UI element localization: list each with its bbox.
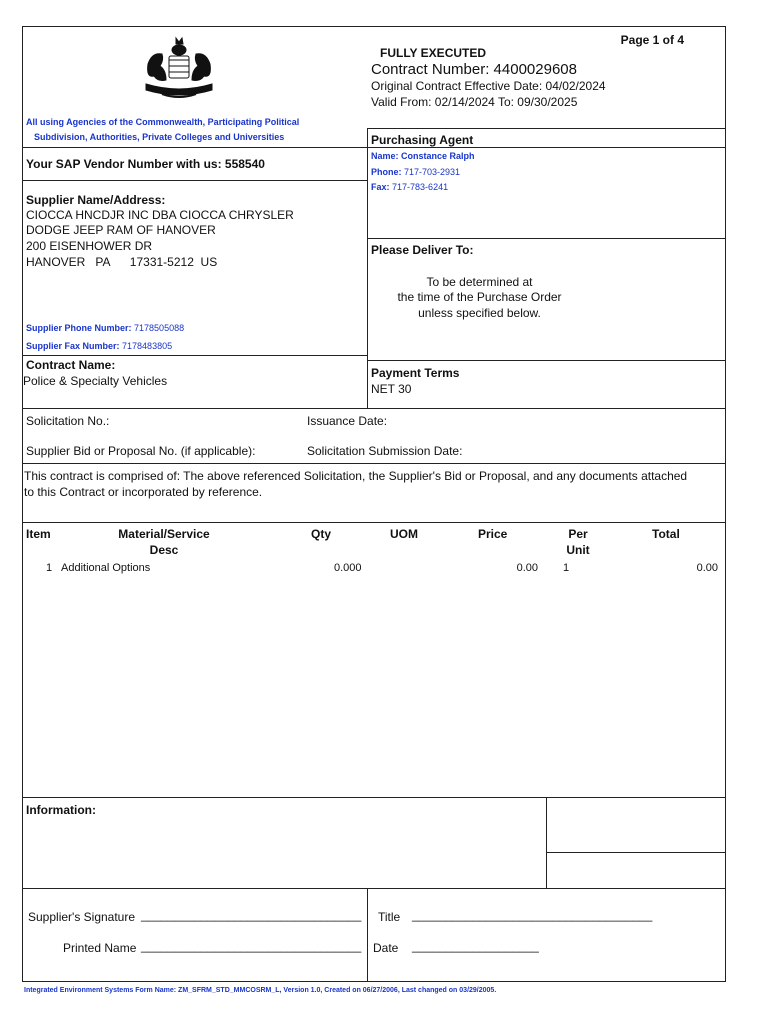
page-indicator: Page 1 of 4 (620, 33, 684, 47)
sap-vendor-number: Your SAP Vendor Number with us: 558540 (26, 157, 265, 171)
divider (367, 128, 726, 129)
commonwealth-seal-icon (140, 36, 218, 102)
supplier-heading: Supplier Name/Address: (26, 193, 166, 207)
divider (546, 852, 726, 853)
deliver-heading: Please Deliver To: (371, 243, 474, 257)
supplier-phone-label: Supplier Phone Number: (26, 323, 132, 333)
agent-phone-label: Phone: (371, 167, 402, 177)
agent-fax-label: Fax: (371, 182, 390, 192)
status-label: FULLY EXECUTED (380, 46, 487, 60)
divider-vertical (367, 888, 368, 982)
divider (22, 355, 367, 356)
divider (22, 522, 726, 523)
divider (22, 463, 726, 464)
agent-fax-value: 717-783-6241 (392, 182, 449, 192)
agent-phone (371, 167, 460, 177)
divider (22, 797, 726, 798)
supplier-phone-value: 7178505088 (134, 323, 185, 333)
footer-form-info: Integrated Environment Systems Form Name: ZM_SFRM_STD_MMCOSRM_L, Version 1.0, Created on 06/27/2006, Last changed on 03/29/2005. (24, 987, 497, 994)
contract-number: Contract Number: 4400029608 (371, 61, 577, 78)
agent-heading: Purchasing Agent (371, 133, 474, 147)
divider (22, 180, 367, 181)
submission-date: Solicitation Submission Date: (307, 444, 463, 458)
row-item: 1 (46, 562, 53, 574)
supplier-line: HANOVER PA 17331-5212 US (26, 255, 218, 269)
col-uom: UOM (390, 527, 418, 541)
row-per: 1 (563, 562, 570, 574)
divider-vertical (367, 128, 368, 408)
col-desc: Material/Service (118, 527, 210, 541)
col-per-line2: Unit (566, 543, 590, 557)
supplier-line: DODGE JEEP RAM OF HANOVER (26, 223, 216, 237)
divider (22, 888, 726, 889)
divider (367, 238, 726, 239)
col-item: Item (26, 527, 51, 541)
solicitation-no: Solicitation No.: (26, 414, 110, 428)
agent-fax (371, 182, 448, 192)
title-line: ____________________________________ (412, 908, 653, 922)
contract-name-heading: Contract Name: (26, 358, 116, 372)
col-desc-line2: Desc (149, 543, 179, 557)
col-qty: Qty (311, 527, 332, 541)
divider (367, 147, 726, 148)
payment-heading: Payment Terms (371, 366, 460, 380)
divider (22, 408, 726, 409)
agencies-line1: All using Agencies of the Commonwealth, Participating Political (26, 117, 300, 127)
supplier-line: 200 EISENHOWER DR (26, 239, 153, 253)
contract-name: Police & Specialty Vehicles (23, 374, 168, 388)
issuance-date: Issuance Date: (307, 414, 388, 428)
title-label: Title (378, 910, 401, 924)
row-qty: 0.000 (334, 562, 362, 574)
deliver-line: To be determined at (426, 275, 533, 289)
deliver-line: the time of the Purchase Order (397, 290, 562, 304)
divider (367, 360, 726, 361)
row-desc: Additional Options (61, 562, 151, 574)
supplier-fax (26, 341, 172, 351)
comprised-line2: to this Contract or incorporated by reference. (24, 485, 263, 499)
agencies-line2: Subdivision, Authorities, Private Colleges and Universities (34, 132, 285, 142)
supplier-signature-line: _________________________________ (141, 908, 362, 922)
supplier-signature-label: Supplier's Signature (28, 910, 136, 924)
agent-phone-value: 717-703-2931 (404, 167, 461, 177)
effective-date: Original Contract Effective Date: 04/02/2024 (371, 79, 606, 93)
printed-name-label: Printed Name (63, 941, 137, 955)
agent-name-value: Constance Ralph (401, 151, 475, 161)
date-line: ___________________ (412, 939, 539, 953)
row-price: 0.00 (516, 562, 538, 574)
deliver-line: unless specified below. (418, 306, 541, 320)
divider-vertical (546, 797, 547, 888)
valid-dates: Valid From: 02/14/2024 To: 09/30/2025 (371, 95, 578, 109)
supplier-line: CIOCCA HNCDJR INC DBA CIOCCA CHRYSLER (26, 208, 294, 222)
printed-name-line: _________________________________ (141, 939, 362, 953)
supplier-fax-value: 7178483805 (122, 341, 173, 351)
agent-name (371, 151, 475, 161)
date-label: Date (373, 941, 399, 955)
divider (22, 147, 367, 148)
row-total: 0.00 (696, 562, 718, 574)
supplier-fax-label: Supplier Fax Number: (26, 341, 120, 351)
col-per: Per (568, 527, 588, 541)
agent-name-label: Name: (371, 151, 399, 161)
col-price: Price (478, 527, 508, 541)
information-heading: Information: (26, 803, 96, 817)
payment-terms: NET 30 (371, 382, 412, 396)
comprised-line1: This contract is comprised of: The above referenced Solicitation, the Supplier's Bid or Proposal, and any documents attached (24, 469, 688, 483)
supplier-phone (26, 323, 184, 333)
bid-proposal-no: Supplier Bid or Proposal No. (if applicable): (26, 444, 256, 458)
col-total: Total (652, 527, 680, 541)
